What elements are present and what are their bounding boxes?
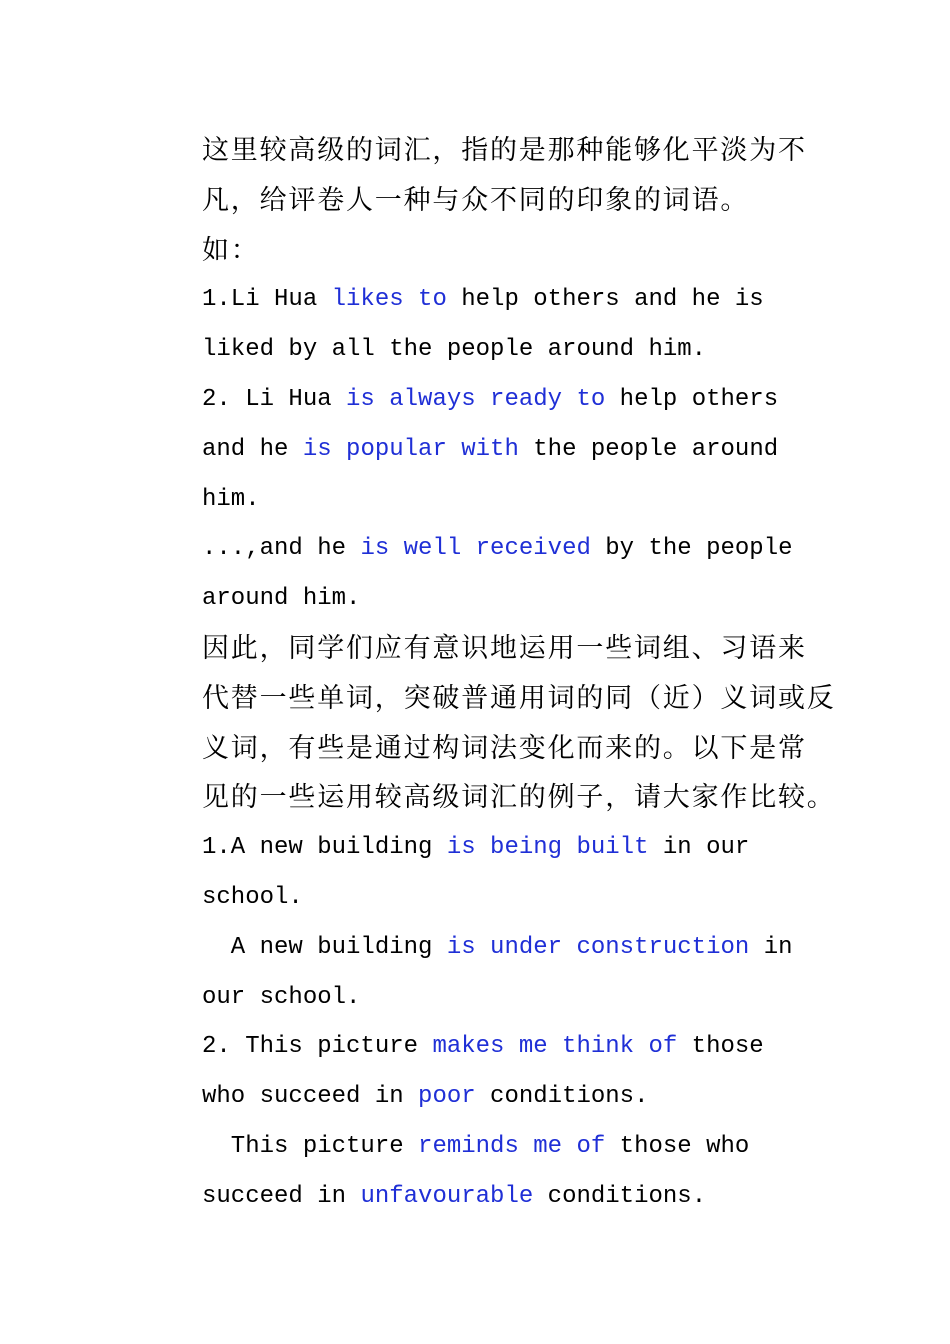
text-segment: 这里较高级的词汇，指的是那种能够化平淡为不 (202, 135, 807, 166)
english-example-line (202, 1022, 842, 1072)
english-example-line (202, 1072, 842, 1122)
chinese-text-line (202, 176, 842, 226)
text-segment: 义词，有些是通过构词法变化而来的。以下是常 (202, 732, 807, 764)
text-segment: who succeed in (202, 1083, 419, 1111)
english-example-line (202, 923, 842, 973)
highlighted-phrase: is popular with (302, 435, 519, 463)
highlighted-phrase: is always ready to (346, 385, 606, 413)
english-example-line (202, 1122, 842, 1172)
text-segment: liked by all the people around him. (202, 336, 707, 364)
english-example-line (202, 823, 842, 873)
highlighted-phrase: likes to (331, 286, 447, 314)
english-example-line (202, 425, 842, 475)
text-segment: 2. This picture (202, 1033, 433, 1061)
text-segment: 见的一些运用较高级词汇的例子，请大家作比较。 (202, 782, 836, 814)
english-example-line (202, 325, 842, 375)
text-segment: school. (202, 883, 303, 911)
text-segment: 代替一些单词，突破普通用词的同（近）义词或反 (202, 682, 836, 714)
highlighted-phrase: makes me think of (432, 1033, 678, 1061)
chinese-text-line (202, 126, 842, 176)
text-segment: help others (605, 385, 779, 413)
text-segment: those who (605, 1132, 750, 1160)
english-example-line (202, 873, 842, 923)
text-segment: ...,and he (202, 535, 361, 563)
text-segment: 1.Li Hua (202, 286, 332, 314)
text-segment: those (677, 1033, 764, 1061)
highlighted-phrase: poor (418, 1083, 476, 1111)
text-segment: and he (202, 435, 303, 463)
text-segment: by the people (590, 535, 793, 563)
english-example-line (202, 524, 842, 574)
text-segment: 2. Li Hua (202, 385, 347, 413)
text-segment: the people around (518, 435, 779, 463)
text-segment: around him. (202, 585, 361, 613)
text-segment: 凡，给评卷人一种与众不同的印象的词语。 (202, 184, 750, 216)
text-segment: 1.A new building (202, 834, 447, 862)
text-segment: A new building (202, 933, 447, 961)
text-segment: 因此，同学们应有意识地运用一些词组、习语来 (202, 632, 807, 664)
text-segment: help others and he is (446, 286, 764, 314)
text-segment: This picture (202, 1132, 419, 1160)
text-segment: conditions. (475, 1083, 649, 1111)
text-segment: him. (202, 485, 260, 513)
highlighted-phrase: is being built (446, 834, 649, 862)
highlighted-phrase: is under construction (446, 933, 750, 961)
english-example-line (202, 1172, 842, 1222)
chinese-text-line (202, 724, 842, 774)
english-example-line (202, 275, 842, 325)
text-segment: our school. (202, 983, 361, 1011)
english-example-line (202, 475, 842, 525)
chinese-text-line (202, 624, 842, 674)
english-example-line (202, 973, 842, 1023)
text-segment: conditions. (533, 1182, 707, 1210)
text-segment: succeed in (202, 1182, 361, 1210)
text-segment: 如： (202, 234, 260, 266)
highlighted-phrase: unfavourable (360, 1182, 534, 1210)
chinese-text-line (202, 773, 842, 823)
chinese-text-line (202, 674, 842, 724)
highlighted-phrase: is well received (360, 535, 591, 563)
english-example-line (202, 375, 842, 425)
english-example-line (202, 574, 842, 624)
document-body (202, 126, 842, 1222)
text-segment: in (749, 933, 793, 961)
highlighted-phrase: reminds me of (418, 1132, 606, 1160)
text-segment: in our (648, 834, 750, 862)
chinese-text-line (202, 226, 842, 276)
